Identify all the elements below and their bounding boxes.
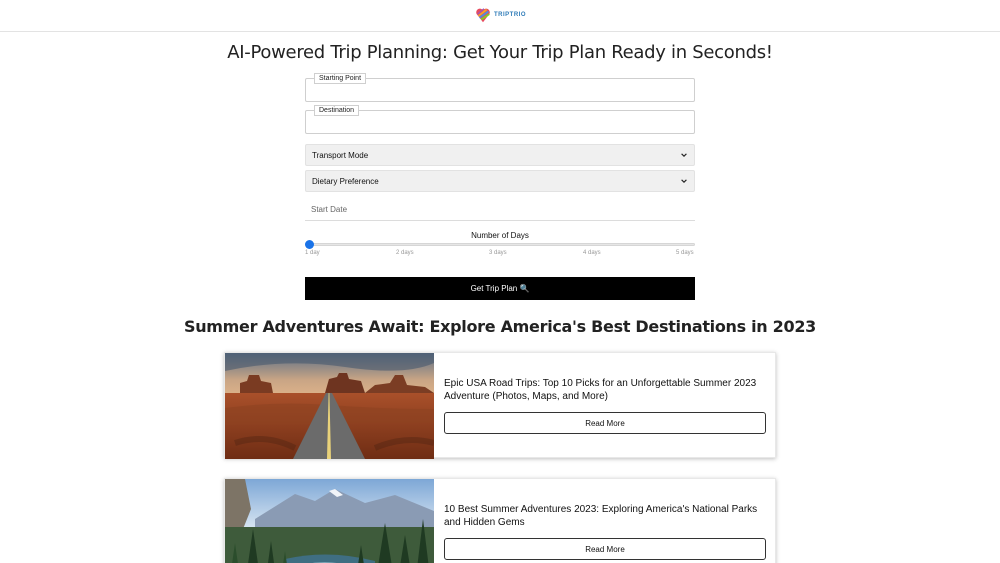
section-title: Summer Adventures Await: Explore America's Best Destinations in 2023 — [183, 317, 816, 336]
article-card[interactable] — [224, 478, 776, 563]
days-slider-track[interactable] — [309, 243, 695, 246]
chevron-down-icon — [680, 151, 688, 159]
tick-label: 2 days — [396, 250, 414, 256]
transport-mode-select[interactable] — [305, 144, 695, 166]
tick-label: 1 day — [305, 250, 320, 256]
tick-label: 4 days — [583, 250, 601, 256]
start-date-placeholder: Start Date — [311, 205, 348, 214]
destination-input[interactable] — [306, 111, 694, 133]
dietary-preference-select[interactable] — [305, 170, 695, 192]
destination-label: Destination — [314, 105, 359, 116]
starting-point-label: Starting Point — [314, 73, 366, 84]
national-park-image[interactable] — [225, 479, 434, 563]
get-trip-plan-button[interactable]: Get Trip Plan 🔍 — [305, 277, 695, 300]
article-card[interactable] — [224, 352, 776, 458]
days-slider-thumb[interactable] — [305, 240, 314, 249]
start-date-input[interactable] — [305, 199, 695, 221]
logo-text: TRIPTRIO — [494, 12, 526, 18]
top-bar — [0, 0, 1000, 32]
tick-label: 3 days — [489, 250, 507, 256]
page-title: AI-Powered Trip Planning: Get Your Trip Plan Ready in Seconds! — [227, 42, 773, 63]
article-title[interactable]: Epic USA Road Trips: Top 10 Picks for an Unforgettable Summer 2023 Adventure (Photos, Maps, and More) — [444, 378, 757, 402]
tick-label: 5 days — [676, 250, 694, 256]
starting-point-field[interactable] — [305, 75, 695, 102]
number-of-days-label: Number of Days — [471, 231, 529, 240]
road-trip-image[interactable] — [225, 353, 434, 459]
triptrio-logo-icon — [474, 6, 492, 24]
destination-field[interactable] — [305, 107, 695, 134]
chevron-down-icon — [680, 177, 688, 185]
transport-mode-value: Transport Mode — [312, 150, 369, 160]
dietary-preference-value: Dietary Preference — [312, 176, 379, 186]
read-more-button[interactable]: Read More — [444, 412, 766, 434]
article-title[interactable]: 10 Best Summer Adventures 2023: Exploring America's National Parks and Hidden Gems — [444, 504, 758, 528]
logo[interactable] — [474, 5, 526, 25]
read-more-button[interactable]: Read More — [444, 538, 766, 560]
